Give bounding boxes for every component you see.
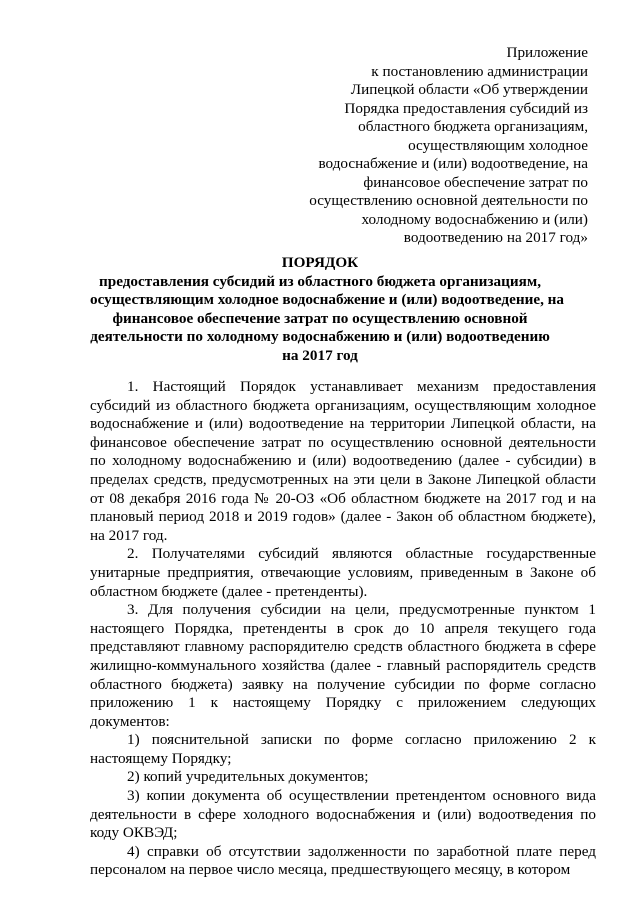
list-item-2: 2) копий учредительных документов; — [127, 768, 369, 786]
title-subtitle-line: осуществляющим холодное водоснабжение и (или) водоотведение, на — [90, 291, 565, 308]
appendix-line: к постановлению администрации — [371, 62, 588, 80]
paragraph-2: 2. Получателями субсидий являются областные государственные унитарные предприятия, отвечающие условиям, приведенным в Законе об областном бюджете (далее - претенденты). — [90, 545, 596, 600]
appendix-line: Липецкой области «Об утверждении — [350, 81, 588, 98]
paragraph-3: 3. Для получения субсидии на цели, предусмотренные пунктом 1 настоящего Порядка, претенденты в срок до 10 апреля текущего года представляют главному распорядителю средств областного бюджета в сфере жилищно-коммунального хозяйства (далее - главный распорядитель средств областного бюджета) заявку на получение субсидии по форме согласно приложению 1 к настоящему Порядку с приложением следующих документов: — [90, 601, 596, 730]
appendix-line: осуществлению основной деятельности по — [309, 192, 588, 209]
appendix-note — [288, 44, 588, 248]
title-subtitle-line: финансовое обеспечение затрат по осуществлению основной — [112, 309, 528, 327]
appendix-line: осуществляющим холодное — [408, 136, 588, 154]
title-subtitle-line: деятельности по холодному водоснабжению и (или) водоотведению — [90, 328, 550, 345]
list-item-4: 4) справки об отсутствии задолженности по заработной плате перед персоналом на первое число месяца, предшествующего месяцу, в котором — [90, 842, 596, 879]
appendix-line: Приложение — [506, 44, 588, 61]
appendix-line: холодному водоснабжению и (или) — [361, 210, 588, 228]
appendix-line: финансовое обеспечение затрат по — [363, 173, 588, 191]
document-body — [90, 378, 596, 880]
list-item-3: 3) копии документа об осуществлении претендентом основного вида деятельности в сфере холодного водоснабжения и (или) водоотведения по коду ОКВЭД; — [90, 787, 596, 842]
appendix-line: водоотведению на 2017 год» — [403, 229, 588, 246]
document-title — [90, 254, 565, 365]
title-subtitle-line: на 2017 год — [282, 346, 358, 364]
list-item-1: 1) пояснительной записки по форме согласно приложению 2 к настоящему Порядку; — [90, 731, 596, 767]
paragraph-1: 1. Настоящий Порядок устанавливает механизм предоставления субсидий из областного бюджета организациям, осуществляющим холодное водоснабжение и (или) водоотведение на территории Липецкой области, на финансовое обеспечение затрат по осуществлению основной деятельности по холодному водоснабжению и (или) водоотведению (далее - субсидии) в пределах средств, предусмотренных на эти цели в Законе Липецкой области от 08 декабря 2016 года № 20-ОЗ «Об областном бюджете на 2017 год и на плановый период 2018 и 2019 годов» (далее - Закон об областном бюджете), на 2017 год. — [90, 378, 596, 544]
title-heading: ПОРЯДОК — [281, 254, 359, 271]
appendix-line: водоснабжение и (или) водоотведение, на — [318, 155, 588, 172]
appendix-line: Порядка предоставления субсидий из — [344, 99, 588, 117]
title-subtitle-line: предоставления субсидий из областного бюджета организациям, — [99, 272, 541, 290]
appendix-line: областного бюджета организациям, — [358, 118, 588, 135]
